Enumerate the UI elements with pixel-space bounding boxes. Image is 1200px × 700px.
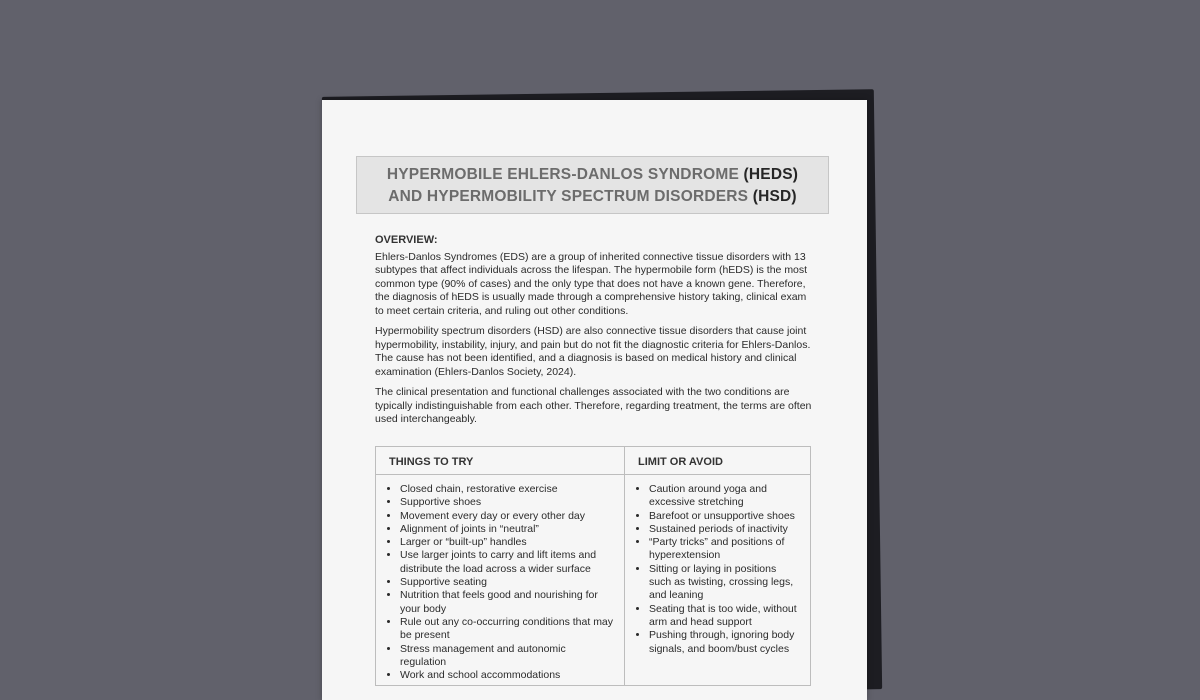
title-abbr-hsd: (HSD) — [752, 188, 797, 205]
title-line-1 — [357, 164, 828, 186]
overview-paragraph: Hypermobility spectrum disorders (HSD) are also connective tissue disorders that cause joint hypermobility, instability, injury, and pain but do not fit the diagnostic criteria for Ehlers-Danlos. The cause has not been identified, and a diagnosis is based on medical history and clinical examination (Ehlers-Danlos Society, 2024). — [375, 325, 811, 378]
list-item: • Movement every day or every other day — [400, 510, 614, 523]
overview-heading: OVERVIEW: — [375, 234, 438, 246]
document-page — [322, 100, 867, 700]
list-item: • “Party tricks” and positions of hyperextension — [649, 536, 798, 563]
title-line-1-text: HYPERMOBILE EHLERS-DANLOS SYNDROME — [386, 166, 740, 183]
list-item: • Closed chain, restorative exercise — [400, 483, 614, 496]
overview-paragraph: The clinical presentation and functional challenges associated with the two conditions are typically indistinguishable from each other. Therefore, regarding treatment, the terms are often used interchangeably. — [375, 386, 812, 425]
list-item: • Sitting or laying in positions such as twisting, crossing legs, and leaning — [649, 563, 798, 603]
list-item: • Sustained periods of inactivity — [649, 523, 798, 536]
overview-paragraph: Ehlers-Danlos Syndromes (EDS) are a group of inherited connective tissue disorders with 13 subtypes that affect individuals across the lifespan. The hypermobile form (hEDS) is the most common type (90% of cases) and the only type that does not have a known gene. Therefore, the diagnosis of hEDS is usually made through a comprehensive history taking, clinical exam to meet certain criteria, and ruling out other conditions. — [375, 250, 808, 317]
title-abbr-heds: (HEDS) — [743, 166, 799, 183]
recommendations-table — [375, 446, 811, 686]
list-item: • Larger or “built-up” handles — [400, 536, 614, 549]
list-item: • Rule out any co-occurring conditions that may be present — [400, 616, 614, 643]
list-item: • Alignment of joints in “neutral” — [400, 523, 614, 536]
things-to-try-list — [376, 483, 624, 682]
list-item: • Use larger joints to carry and lift items and distribute the load across a wider surface — [400, 549, 614, 576]
title-line-2-text: AND HYPERMOBILITY SPECTRUM DISORDERS — [388, 188, 749, 205]
list-item: • Nutrition that feels good and nourishing for your body — [400, 589, 614, 616]
list-item: • Supportive seating — [400, 576, 614, 589]
list-item: • Stress management and autonomic regulation — [400, 643, 614, 670]
list-item: • Supportive shoes — [400, 496, 614, 509]
list-item: • Caution around yoga and excessive stretching — [649, 483, 798, 510]
list-item: • Pushing through, ignoring body signals, and boom/bust cycles — [649, 629, 798, 656]
title-line-2 — [357, 186, 828, 208]
list-item: • Work and school accommodations — [400, 669, 614, 682]
list-item: • Barefoot or unsupportive shoes — [649, 510, 798, 523]
limit-or-avoid-list — [625, 483, 810, 656]
overview-section — [375, 234, 815, 434]
limit-or-avoid-column — [625, 447, 810, 685]
list-item: • Seating that is too wide, without arm and head support — [649, 603, 798, 630]
things-to-try-column — [376, 447, 625, 685]
limit-or-avoid-header: LIMIT OR AVOID — [625, 447, 810, 475]
title-banner — [356, 156, 829, 214]
things-to-try-header: THINGS TO TRY — [376, 447, 624, 475]
